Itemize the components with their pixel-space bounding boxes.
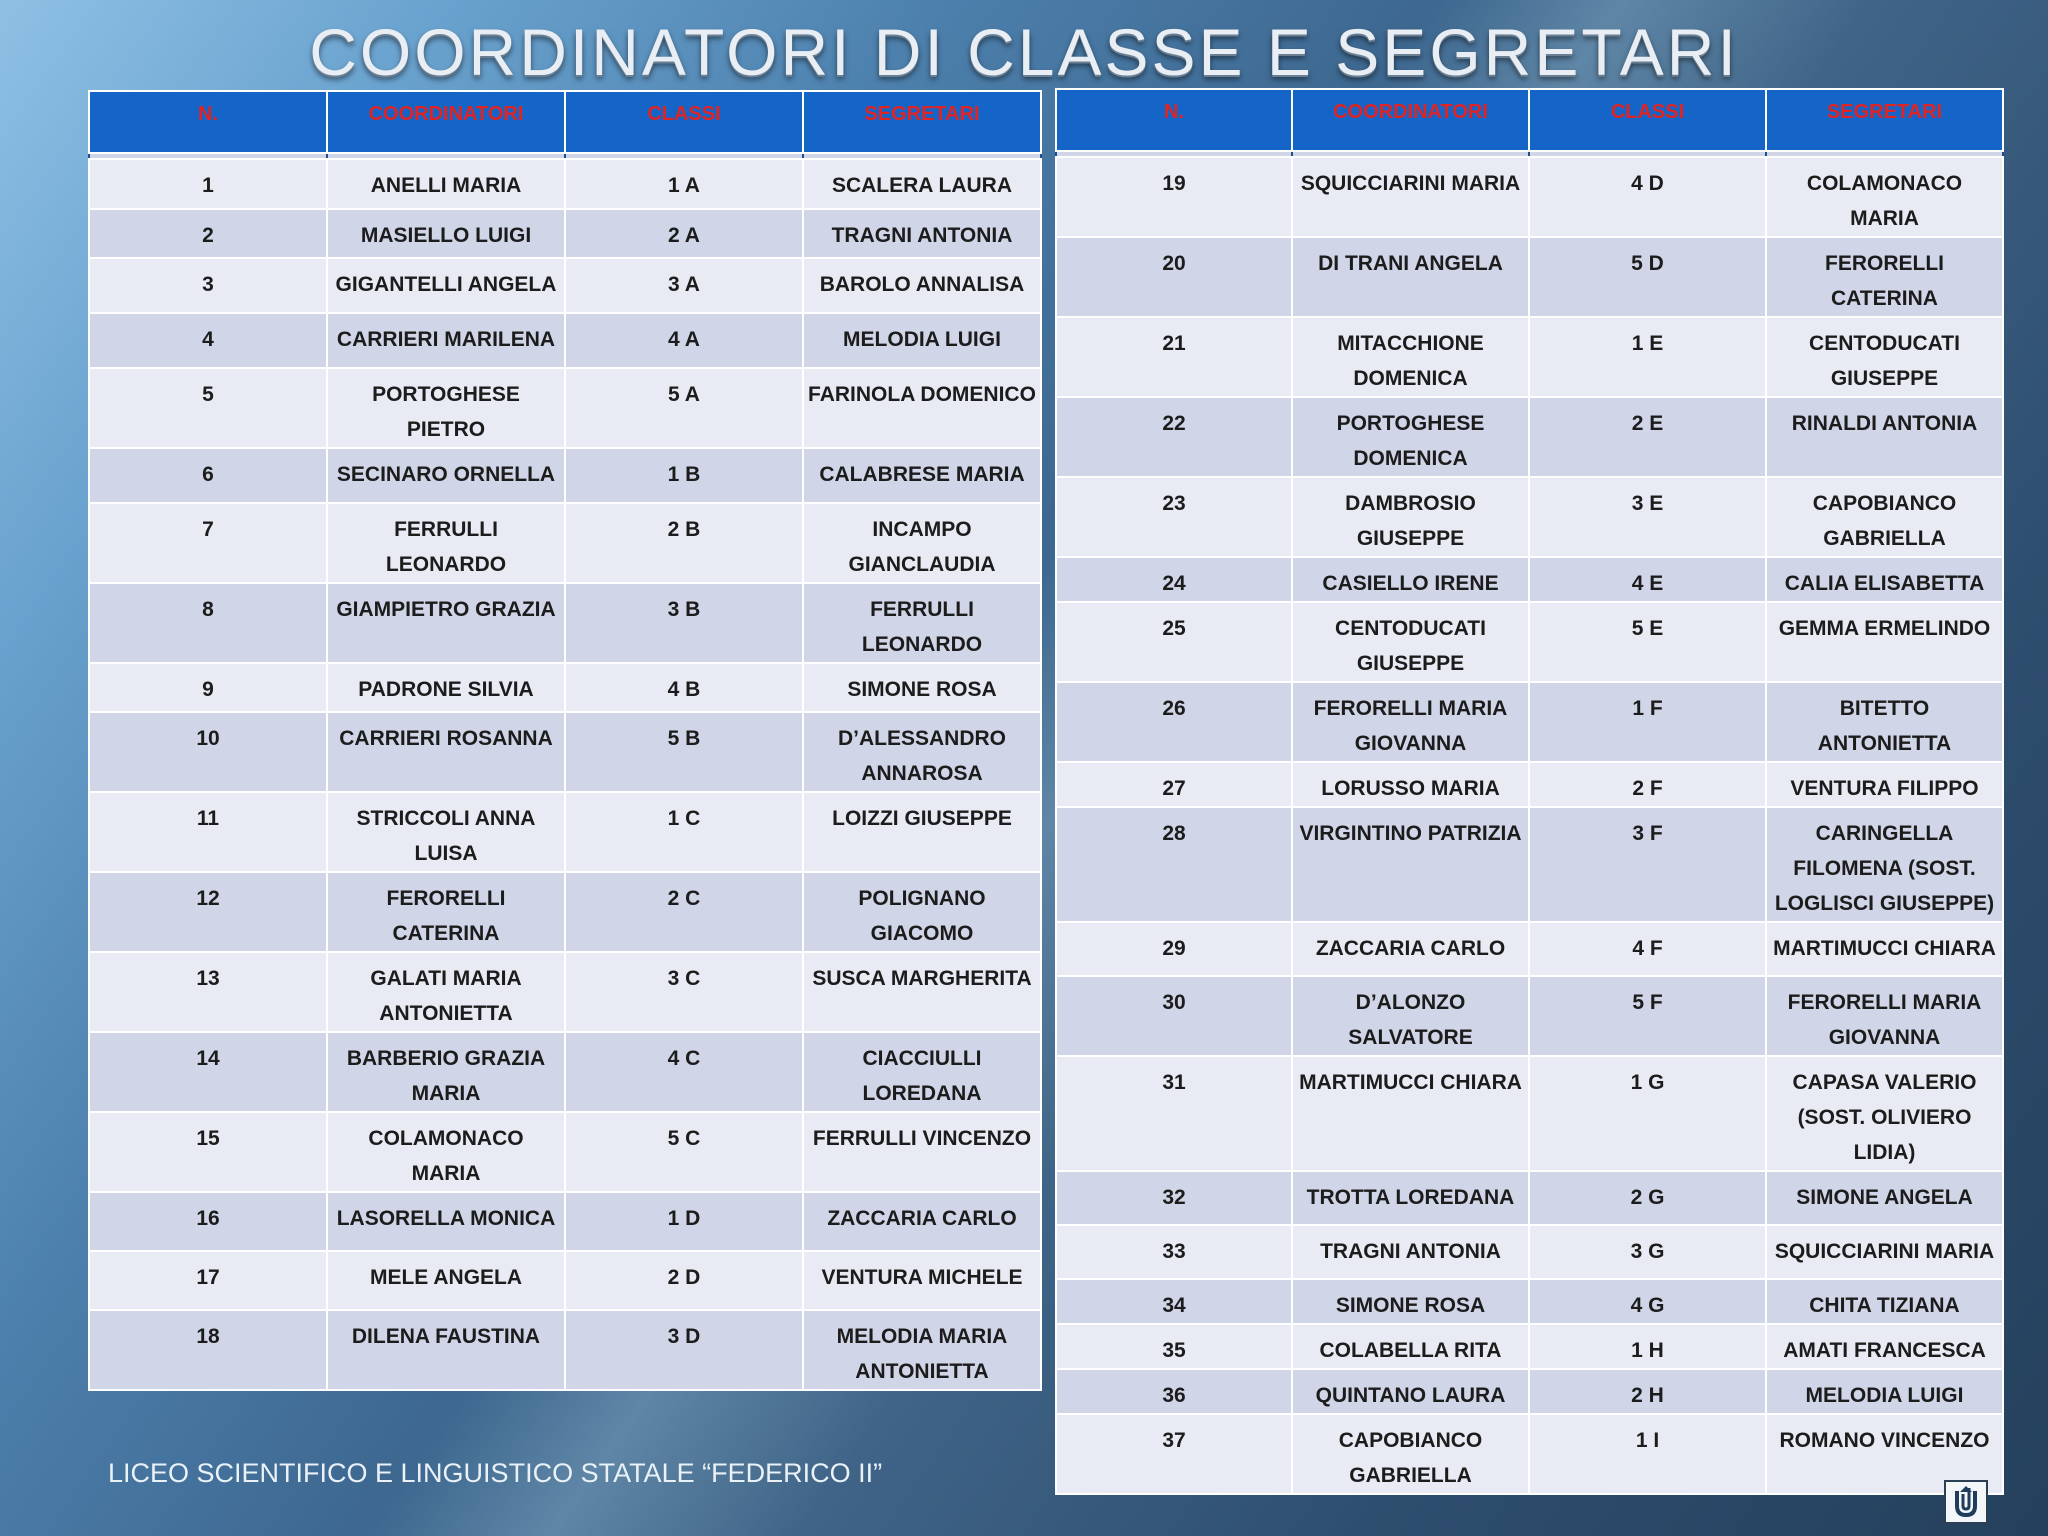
- cell-classe: 3 F: [1529, 807, 1766, 922]
- table-row: [89, 258, 1041, 313]
- cell-coordinatore: TRAGNI ANTONIA: [1292, 1225, 1529, 1279]
- cell-number: 5: [89, 368, 327, 448]
- cell-coordinatore: STRICCOLI ANNA LUISA: [327, 792, 565, 872]
- cell-segretario: VENTURA MICHELE: [803, 1251, 1041, 1310]
- cell-coordinatore: FERRULLI LEONARDO: [327, 503, 565, 583]
- cell-coordinatore: DILENA FAUSTINA: [327, 1310, 565, 1390]
- table-row: [1056, 557, 2003, 602]
- cell-classe: 4 A: [565, 313, 803, 368]
- cell-classe: 4 G: [1529, 1279, 1766, 1324]
- cell-number: 36: [1056, 1369, 1292, 1414]
- cell-segretario: SUSCA MARGHERITA: [803, 952, 1041, 1032]
- cell-number: 13: [89, 952, 327, 1032]
- cell-coordinatore: CARRIERI MARILENA: [327, 313, 565, 368]
- cell-segretario: D’ALESSANDRO ANNAROSA: [803, 712, 1041, 792]
- cell-coordinatore: D’ALONZO SALVATORE: [1292, 976, 1529, 1056]
- cell-segretario: SCALERA LAURA: [803, 159, 1041, 209]
- cell-segretario: INCAMPO GIANCLAUDIA: [803, 503, 1041, 583]
- table-row: [1056, 682, 2003, 762]
- cell-coordinatore: MITACCHIONE DOMENICA: [1292, 317, 1529, 397]
- cell-classe: 5 E: [1529, 602, 1766, 682]
- table-row: [1056, 157, 2003, 237]
- cell-number: 37: [1056, 1414, 1292, 1494]
- cell-segretario: RINALDI ANTONIA: [1766, 397, 2003, 477]
- cell-segretario: CAPOBIANCO GABRIELLA: [1766, 477, 2003, 557]
- cell-segretario: TRAGNI ANTONIA: [803, 209, 1041, 258]
- cell-classe: 1 G: [1529, 1056, 1766, 1171]
- table-header-row: [89, 91, 1041, 153]
- cell-number: 23: [1056, 477, 1292, 557]
- cell-coordinatore: DAMBROSIO GIUSEPPE: [1292, 477, 1529, 557]
- cell-number: 7: [89, 503, 327, 583]
- cell-number: 26: [1056, 682, 1292, 762]
- cell-segretario: CALIA ELISABETTA: [1766, 557, 2003, 602]
- table-row: [89, 1251, 1041, 1310]
- cell-classe: 1 A: [565, 159, 803, 209]
- table-row: [1056, 922, 2003, 976]
- table-row: [1056, 1414, 2003, 1494]
- cell-classe: 2 E: [1529, 397, 1766, 477]
- cell-classe: 3 E: [1529, 477, 1766, 557]
- cell-coordinatore: CARRIERI ROSANNA: [327, 712, 565, 792]
- table-row: [89, 1310, 1041, 1390]
- cell-segretario: MELODIA LUIGI: [803, 313, 1041, 368]
- cell-segretario: BAROLO ANNALISA: [803, 258, 1041, 313]
- cell-coordinatore: LASORELLA MONICA: [327, 1192, 565, 1251]
- cell-number: 28: [1056, 807, 1292, 922]
- table-row: [1056, 976, 2003, 1056]
- table-row: [1056, 807, 2003, 922]
- cell-number: 33: [1056, 1225, 1292, 1279]
- cell-number: 1: [89, 159, 327, 209]
- cell-segretario: CALABRESE MARIA: [803, 448, 1041, 503]
- cell-classe: 1 D: [565, 1192, 803, 1251]
- cell-segretario: LOIZZI GIUSEPPE: [803, 792, 1041, 872]
- table-row: [89, 159, 1041, 209]
- cell-coordinatore: ZACCARIA CARLO: [1292, 922, 1529, 976]
- cell-segretario: FERRULLI LEONARDO: [803, 583, 1041, 663]
- table-row: [89, 1192, 1041, 1251]
- cell-coordinatore: SIMONE ROSA: [1292, 1279, 1529, 1324]
- table-row: [89, 1112, 1041, 1192]
- cell-coordinatore: GIAMPIETRO GRAZIA: [327, 583, 565, 663]
- cell-classe: 5 F: [1529, 976, 1766, 1056]
- table-row: [1056, 602, 2003, 682]
- table-row: [89, 1032, 1041, 1112]
- coordinators-table-right: [1055, 88, 2004, 1495]
- table-row: [1056, 317, 2003, 397]
- table-row: [89, 663, 1041, 712]
- cell-segretario: GEMMA ERMELINDO: [1766, 602, 2003, 682]
- table-row: [89, 368, 1041, 448]
- cell-classe: 4 C: [565, 1032, 803, 1112]
- cell-segretario: SIMONE ROSA: [803, 663, 1041, 712]
- cell-coordinatore: COLAMONACO MARIA: [327, 1112, 565, 1192]
- cell-coordinatore: PADRONE SILVIA: [327, 663, 565, 712]
- header-classi: CLASSI: [565, 91, 803, 153]
- cell-segretario: MELODIA MARIA ANTONIETTA: [803, 1310, 1041, 1390]
- table-row: [89, 209, 1041, 258]
- cell-segretario: MELODIA LUIGI: [1766, 1369, 2003, 1414]
- cell-segretario: AMATI FRANCESCA: [1766, 1324, 2003, 1369]
- cell-coordinatore: MASIELLO LUIGI: [327, 209, 565, 258]
- cell-segretario: MARTIMUCCI CHIARA: [1766, 922, 2003, 976]
- table-header-row: [1056, 89, 2003, 151]
- cell-number: 12: [89, 872, 327, 952]
- cell-coordinatore: BARBERIO GRAZIA MARIA: [327, 1032, 565, 1112]
- cell-classe: 4 E: [1529, 557, 1766, 602]
- table-row: [1056, 397, 2003, 477]
- table-row: [1056, 762, 2003, 807]
- cell-classe: 2 H: [1529, 1369, 1766, 1414]
- cell-classe: 2 C: [565, 872, 803, 952]
- table-row: [89, 712, 1041, 792]
- table-row: [1056, 1225, 2003, 1279]
- cell-number: 8: [89, 583, 327, 663]
- cell-coordinatore: ANELLI MARIA: [327, 159, 565, 209]
- header-coordinatori: COORDINATORI: [1292, 89, 1529, 151]
- header-n: N.: [1056, 89, 1292, 151]
- cell-classe: 1 B: [565, 448, 803, 503]
- table-row: [1056, 1324, 2003, 1369]
- cell-coordinatore: CASIELLO IRENE: [1292, 557, 1529, 602]
- table-row: [1056, 1279, 2003, 1324]
- cell-segretario: POLIGNANO GIACOMO: [803, 872, 1041, 952]
- table-row: [89, 448, 1041, 503]
- cell-coordinatore: GIGANTELLI ANGELA: [327, 258, 565, 313]
- table-row: [89, 952, 1041, 1032]
- table-row: [89, 313, 1041, 368]
- cell-classe: 1 I: [1529, 1414, 1766, 1494]
- cell-classe: 4 D: [1529, 157, 1766, 237]
- cell-segretario: CIACCIULLI LOREDANA: [803, 1032, 1041, 1112]
- cell-number: 18: [89, 1310, 327, 1390]
- cell-classe: 3 B: [565, 583, 803, 663]
- cell-number: 14: [89, 1032, 327, 1112]
- cell-coordinatore: QUINTANO LAURA: [1292, 1369, 1529, 1414]
- cell-number: 22: [1056, 397, 1292, 477]
- table-row: [1056, 1056, 2003, 1171]
- cell-classe: 5 D: [1529, 237, 1766, 317]
- cell-segretario: FERRULLI VINCENZO: [803, 1112, 1041, 1192]
- cell-coordinatore: PORTOGHESE PIETRO: [327, 368, 565, 448]
- cell-number: 3: [89, 258, 327, 313]
- header-segretari: SEGRETARI: [803, 91, 1041, 153]
- cell-number: 30: [1056, 976, 1292, 1056]
- cell-number: 16: [89, 1192, 327, 1251]
- cell-number: 17: [89, 1251, 327, 1310]
- cell-number: 20: [1056, 237, 1292, 317]
- cell-classe: 1 F: [1529, 682, 1766, 762]
- cell-segretario: VENTURA FILIPPO: [1766, 762, 2003, 807]
- cell-number: 21: [1056, 317, 1292, 397]
- cell-coordinatore: DI TRANI ANGELA: [1292, 237, 1529, 317]
- cell-number: 15: [89, 1112, 327, 1192]
- cell-number: 27: [1056, 762, 1292, 807]
- cell-classe: 3 C: [565, 952, 803, 1032]
- cell-classe: 1 C: [565, 792, 803, 872]
- cell-segretario: CENTODUCATI GIUSEPPE: [1766, 317, 2003, 397]
- table-row: [89, 872, 1041, 952]
- cell-classe: 3 D: [565, 1310, 803, 1390]
- cell-classe: 5 A: [565, 368, 803, 448]
- header-coordinatori: COORDINATORI: [327, 91, 565, 153]
- cell-classe: 2 F: [1529, 762, 1766, 807]
- cell-segretario: FERORELLI MARIA GIOVANNA: [1766, 976, 2003, 1056]
- cell-coordinatore: MELE ANGELA: [327, 1251, 565, 1310]
- cell-coordinatore: VIRGINTINO PATRIZIA: [1292, 807, 1529, 922]
- u-logo-icon: [1944, 1480, 1988, 1524]
- cell-coordinatore: TROTTA LOREDANA: [1292, 1171, 1529, 1225]
- school-footer: LICEO SCIENTIFICO E LINGUISTICO STATALE “FEDERICO II”: [108, 1458, 883, 1488]
- cell-coordinatore: SQUICCIARINI MARIA: [1292, 157, 1529, 237]
- table-row: [89, 792, 1041, 872]
- cell-classe: 5 B: [565, 712, 803, 792]
- cell-classe: 2 B: [565, 503, 803, 583]
- cell-coordinatore: COLABELLA RITA: [1292, 1324, 1529, 1369]
- header-segretari: SEGRETARI: [1766, 89, 2003, 151]
- cell-classe: 5 C: [565, 1112, 803, 1192]
- cell-classe: 2 D: [565, 1251, 803, 1310]
- cell-number: 32: [1056, 1171, 1292, 1225]
- cell-segretario: SQUICCIARINI MARIA: [1766, 1225, 2003, 1279]
- cell-number: 19: [1056, 157, 1292, 237]
- cell-segretario: SIMONE ANGELA: [1766, 1171, 2003, 1225]
- cell-number: 2: [89, 209, 327, 258]
- page-title: COORDINATORI DI CLASSE E SEGRETARI: [309, 15, 1739, 89]
- table-row: [89, 583, 1041, 663]
- cell-number: 25: [1056, 602, 1292, 682]
- table-row: [1056, 477, 2003, 557]
- coordinators-table-left: [88, 90, 1042, 1391]
- cell-number: 29: [1056, 922, 1292, 976]
- cell-classe: 4 B: [565, 663, 803, 712]
- cell-number: 35: [1056, 1324, 1292, 1369]
- cell-classe: 3 G: [1529, 1225, 1766, 1279]
- cell-coordinatore: PORTOGHESE DOMENICA: [1292, 397, 1529, 477]
- cell-coordinatore: CAPOBIANCO GABRIELLA: [1292, 1414, 1529, 1494]
- header-n: N.: [89, 91, 327, 153]
- cell-number: 6: [89, 448, 327, 503]
- table-row: [1056, 1369, 2003, 1414]
- cell-number: 24: [1056, 557, 1292, 602]
- cell-classe: 2 A: [565, 209, 803, 258]
- cell-segretario: COLAMONACO MARIA: [1766, 157, 2003, 237]
- cell-coordinatore: FERORELLI CATERINA: [327, 872, 565, 952]
- cell-classe: 1 E: [1529, 317, 1766, 397]
- table-row: [89, 503, 1041, 583]
- cell-classe: 1 H: [1529, 1324, 1766, 1369]
- cell-number: 11: [89, 792, 327, 872]
- cell-classe: 3 A: [565, 258, 803, 313]
- cell-segretario: FERORELLI CATERINA: [1766, 237, 2003, 317]
- cell-coordinatore: CENTODUCATI GIUSEPPE: [1292, 602, 1529, 682]
- cell-segretario: CARINGELLA FILOMENA (SOST. LOGLISCI GIUSEPPE): [1766, 807, 2003, 922]
- table-row: [1056, 1171, 2003, 1225]
- cell-number: 31: [1056, 1056, 1292, 1171]
- cell-segretario: ROMANO VINCENZO: [1766, 1414, 2003, 1494]
- cell-segretario: CHITA TIZIANA: [1766, 1279, 2003, 1324]
- cell-number: 10: [89, 712, 327, 792]
- cell-number: 9: [89, 663, 327, 712]
- cell-classe: 2 G: [1529, 1171, 1766, 1225]
- cell-coordinatore: MARTIMUCCI CHIARA: [1292, 1056, 1529, 1171]
- cell-segretario: FARINOLA DOMENICO: [803, 368, 1041, 448]
- cell-coordinatore: LORUSSO MARIA: [1292, 762, 1529, 807]
- cell-coordinatore: GALATI MARIA ANTONIETTA: [327, 952, 565, 1032]
- cell-segretario: ZACCARIA CARLO: [803, 1192, 1041, 1251]
- cell-classe: 4 F: [1529, 922, 1766, 976]
- cell-segretario: CAPASA VALERIO (SOST. OLIVIERO LIDIA): [1766, 1056, 2003, 1171]
- table-row: [1056, 237, 2003, 317]
- header-classi: CLASSI: [1529, 89, 1766, 151]
- cell-segretario: BITETTO ANTONIETTA: [1766, 682, 2003, 762]
- cell-coordinatore: FERORELLI MARIA GIOVANNA: [1292, 682, 1529, 762]
- cell-coordinatore: SECINARO ORNELLA: [327, 448, 565, 503]
- cell-number: 4: [89, 313, 327, 368]
- cell-number: 34: [1056, 1279, 1292, 1324]
